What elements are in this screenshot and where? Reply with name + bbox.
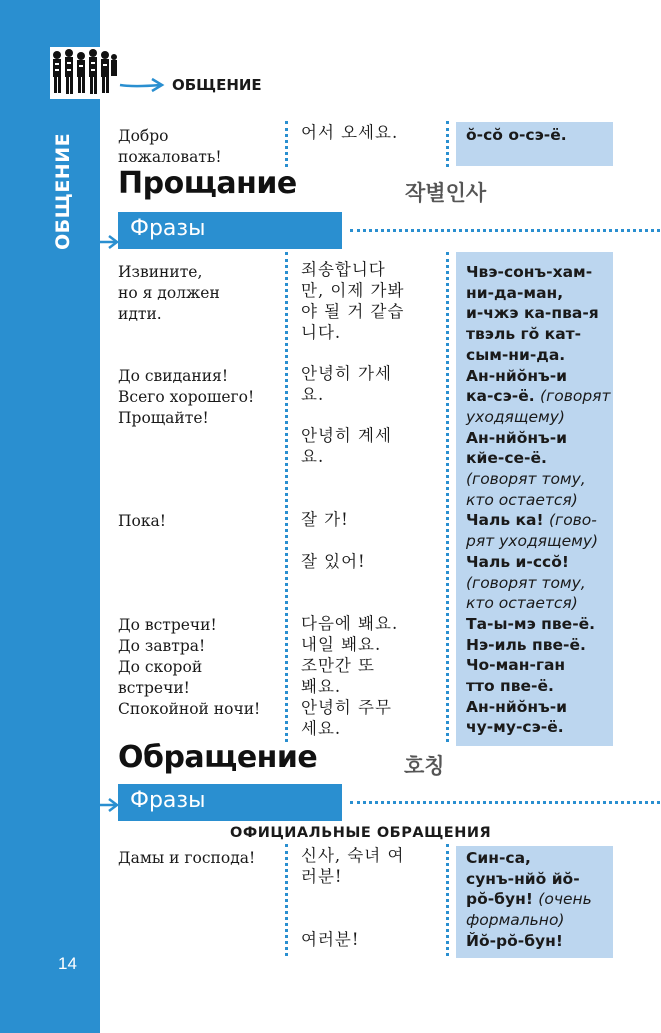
sidebar <box>0 0 100 1033</box>
russian-phrase: Добро пожаловать! <box>118 127 222 166</box>
korean-phrase: 안녕히 가세 요. <box>301 364 392 404</box>
section-title-korean: 호칭 <box>404 754 445 778</box>
section-title-korean: 작별인사 <box>405 181 487 205</box>
transliteration: Син-са, сунъ-нйŏ йŏ- рŏ-бун! (очень формально) Йŏ-рŏ-бун! <box>466 849 592 950</box>
korean-phrase: 여러분! <box>301 930 360 949</box>
russian-phrase: Дамы и господа! <box>118 849 256 867</box>
section-title: Прощание <box>118 166 297 201</box>
column-divider <box>446 844 449 956</box>
russian-phrase: До встречи! До завтра! До скорой встречи! Спокойной ночи! <box>118 616 261 718</box>
korean-phrase: 신사, 숙녀 여 러분! <box>301 846 405 886</box>
korean-phrase: 잘 있어! <box>301 552 366 571</box>
korean-phrase: 다음에 봬요. 내일 봬요. 조만간 또 봬요. 안녕히 주무 세요. <box>301 614 399 738</box>
dotted-rule <box>350 229 660 232</box>
section-title: Обращение <box>118 740 318 775</box>
column-divider <box>446 121 449 167</box>
russian-phrase: Извините, но я должен идти. <box>118 263 220 323</box>
arrow-right-icon <box>118 76 168 94</box>
subheading: ОФИЦИАЛЬНЫЕ ОБРАЩЕНИЯ <box>230 825 492 841</box>
phrases-label: Фразы <box>130 216 206 241</box>
column-divider <box>285 844 288 956</box>
korean-phrase: 죄송합니다 만, 이제 가봐 야 될 거 같습 니다. <box>301 260 405 342</box>
crowd-logo-icon <box>50 47 118 99</box>
transliteration: Чвэ-сонъ-хам- ни-да-ман, и-чжэ ка-пва-я твэль гŏ кат- сым-ни-да. Ан-нйŏнъ-и ка-сэ-ё. (говорят уходящему) Ан-нйŏнъ-и кйе-се-ё. (говорят тому, кто остается) Чаль ка! (гово- рят уходящему) Чаль и-ссŏ! (говорят тому, кто остается) Та-ы-мэ пве-ё. Нэ-иль пве-ё. Чо-ман-ган тто пве-ё. Ан-нйŏнъ-и чу-му-сэ-ё. <box>466 263 611 737</box>
dotted-rule <box>350 801 660 804</box>
phrases-label: Фразы <box>130 788 206 813</box>
korean-phrase: 잘 가! <box>301 510 349 529</box>
transliteration: ŏ-сŏ о-сэ-ё. <box>466 126 567 144</box>
russian-phrase: Пока! <box>118 512 167 530</box>
korean-phrase: 어서 오세요. <box>301 123 399 142</box>
column-divider <box>285 252 288 742</box>
column-divider <box>285 121 288 167</box>
korean-phrase: 안녕히 계세 요. <box>301 426 392 466</box>
header-label: ОБЩЕНИЕ <box>172 76 262 94</box>
column-divider <box>446 252 449 742</box>
russian-phrase: До свидания! Всего хорошего! Прощайте! <box>118 367 255 427</box>
page-number: 14 <box>58 954 77 973</box>
